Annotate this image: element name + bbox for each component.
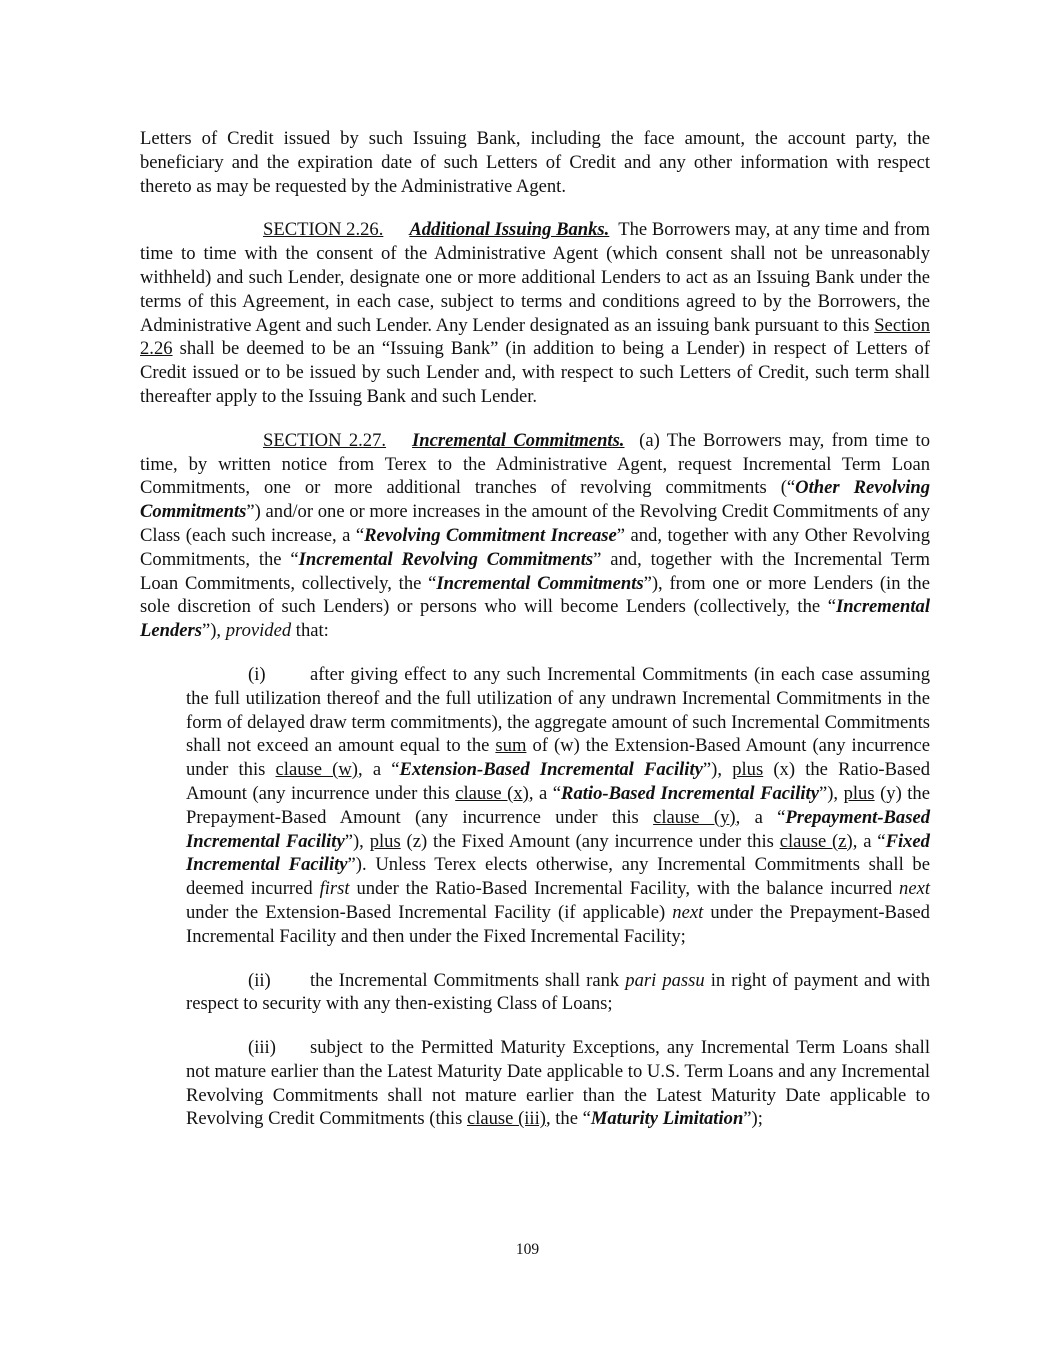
clause-i-label: (i) [248,663,266,685]
section-2-27-text: ”), from one or more Lenders (in the sole discretion of such Lenders) or persons who will become Lenders (collectively, the “ [140,572,930,618]
defined-term: Incremental Commitments [436,572,644,594]
section-2-26-number: SECTION 2.26. [263,219,384,241]
italic-term: next [899,878,930,900]
section-2-27-number: SECTION 2.27. [263,429,387,451]
clause-text: , a “ [358,759,400,781]
document-page [140,127,930,1151]
clause-ii [186,969,930,1017]
clause-text: ”); [743,1108,763,1130]
section-2-26 [140,218,930,408]
clause-text: (x) the Ratio-Based Amount (any incurrence under this [186,759,931,804]
clause-text: ”). Unless Terex elects otherwise, any Incremental Commitments shall be deemed incurred [186,854,930,900]
section-2-27-text: ” and, together with the Incremental Term Loan Commitments, collectively, the “ [140,548,930,594]
clause-text: in right of payment and with respect to security with any then-existing Class of Loans; [186,969,930,1015]
defined-term: Incremental Lenders [140,596,930,642]
italic-term: pari passu [625,969,705,991]
section-2-27-title: Incremental Commitments. [412,429,625,451]
section-2-27-text: (a) The Borrowers may, from time to time, by written notice from Terex to the Administrative Agent, request Incremental Term Loan Commitments, one or more additional tranches of revolving commitments (“ [140,429,931,499]
page-number: 109 [515,1241,540,1258]
clause-text: after giving effect to any such Incremental Commitments (in each case assuming the full utilization thereof and the full utilization of any undrawn Incremental Commitments in the form of delayed draw term commitments), the aggregate amount of such Incremental Commitments shall not exceed an amount equal to the [186,663,930,757]
clause-text: under the Ratio-Based Incremental Facility, with the balance incurred [349,878,900,900]
defined-term: Revolving Commitment Increase [364,524,617,546]
section-2-27-text: ”), [201,620,226,642]
defined-term: Incremental Revolving Commitments [298,548,594,570]
clause-text: ”), [702,759,733,781]
clause-text: the Incremental Commitments shall rank [310,969,626,991]
section-2-26-title: Additional Issuing Banks. [409,219,610,241]
clause-text: , a “ [528,782,562,804]
defined-term: Ratio-Based Incremental Facility [561,782,819,804]
clause-text: , a “ [852,830,886,852]
section-2-27-text: that: [291,620,329,642]
clause-ii-label: (ii) [248,969,271,991]
clause-text: (y) the Prepayment-Based Amount (any incurrence under this [186,782,930,828]
clause-text: (z) the Fixed Amount (any incurrence under this [400,830,780,852]
section-2-27-text: ” and, together with any Other Revolving Commitments, the “ [140,524,930,570]
section-2-26-cross-reference: Section 2.26 [140,314,930,360]
defined-term: Extension-Based Incremental Facility [399,759,703,781]
clause-iii-label: (iii) [248,1037,276,1059]
italic-term: first [319,878,350,900]
underlined-term: plus [732,759,764,781]
clause-text: , the “ [545,1108,591,1130]
section-2-26-text: shall be deemed to be an “Issuing Bank” (in addition to being a Lender) in respect of Letters of Credit issued or to be issued by such Lender and, with respect to such Letters of Credit, such term shall thereafter apply to the Issuing Bank and such Lender. [140,338,930,407]
defined-term: Maturity Limitation [590,1108,744,1130]
section-2-26-text: The Borrowers may, at any time and from time to time with the consent of the Administrative Agent (which consent shall not be unreasonably withheld) and such Lender, designate one or more additional Lenders to act as an Issuing Bank under the terms of this Agreement, in each case, subject to terms and conditions agreed to by the Borrowers, the Administrative Agent and such Lender. Any Lender designated as an issuing bank pursuant to this [140,219,930,336]
clause-text: ”), [344,830,370,852]
clause-text: of (w) the Extension-Based Amount (any incurrence under this [186,735,930,781]
underlined-term: plus [843,782,875,804]
clause-text: , a “ [735,806,786,828]
clause-text: ”), [818,782,844,804]
defined-term: Fixed Incremental Facility [186,830,930,876]
paragraph-letters-of-credit: Letters of Credit issued by such Issuing Bank, including the face amount, the account party, the beneficiary and the expiration date of such Letters of Credit and any other information with respect thereto as may be requested by the Administrative Agent. [140,128,930,197]
clause-reference: clause (y) [653,806,736,828]
clause-reference: clause (w) [275,759,358,781]
italic-term: next [672,901,704,923]
clause-reference: clause (z) [779,830,853,852]
defined-term: Other Revolving Commitments [140,477,930,523]
clause-iii [186,1036,930,1131]
underlined-term: plus [369,830,401,852]
clause-reference: clause (x) [455,782,529,804]
italic-term: provided [225,620,292,642]
section-2-27 [140,429,930,643]
clause-text: under the Prepayment-Based Incremental Facility and then under the Fixed Incremental Facility; [186,901,930,947]
defined-term: Prepayment-Based Incremental Facility [186,806,931,852]
underlined-term: sum [495,735,527,757]
clause-reference: clause (iii) [466,1108,546,1130]
clause-text: under the Extension-Based Incremental Facility (if applicable) [186,901,673,923]
section-2-27-text: ”) and/or one or more increases in the amount of the Revolving Credit Commitments of any Class (each such increase, a “ [140,501,930,546]
clause-text: subject to the Permitted Maturity Exceptions, any Incremental Term Loans shall not mature earlier than the Latest Maturity Date applicable to U.S. Term Loans and any Incremental Revolving Commitments shall not mature earlier than the Latest Maturity Date applicable to Revolving Credit Commitments (this [186,1037,930,1130]
clause-i [186,663,930,949]
